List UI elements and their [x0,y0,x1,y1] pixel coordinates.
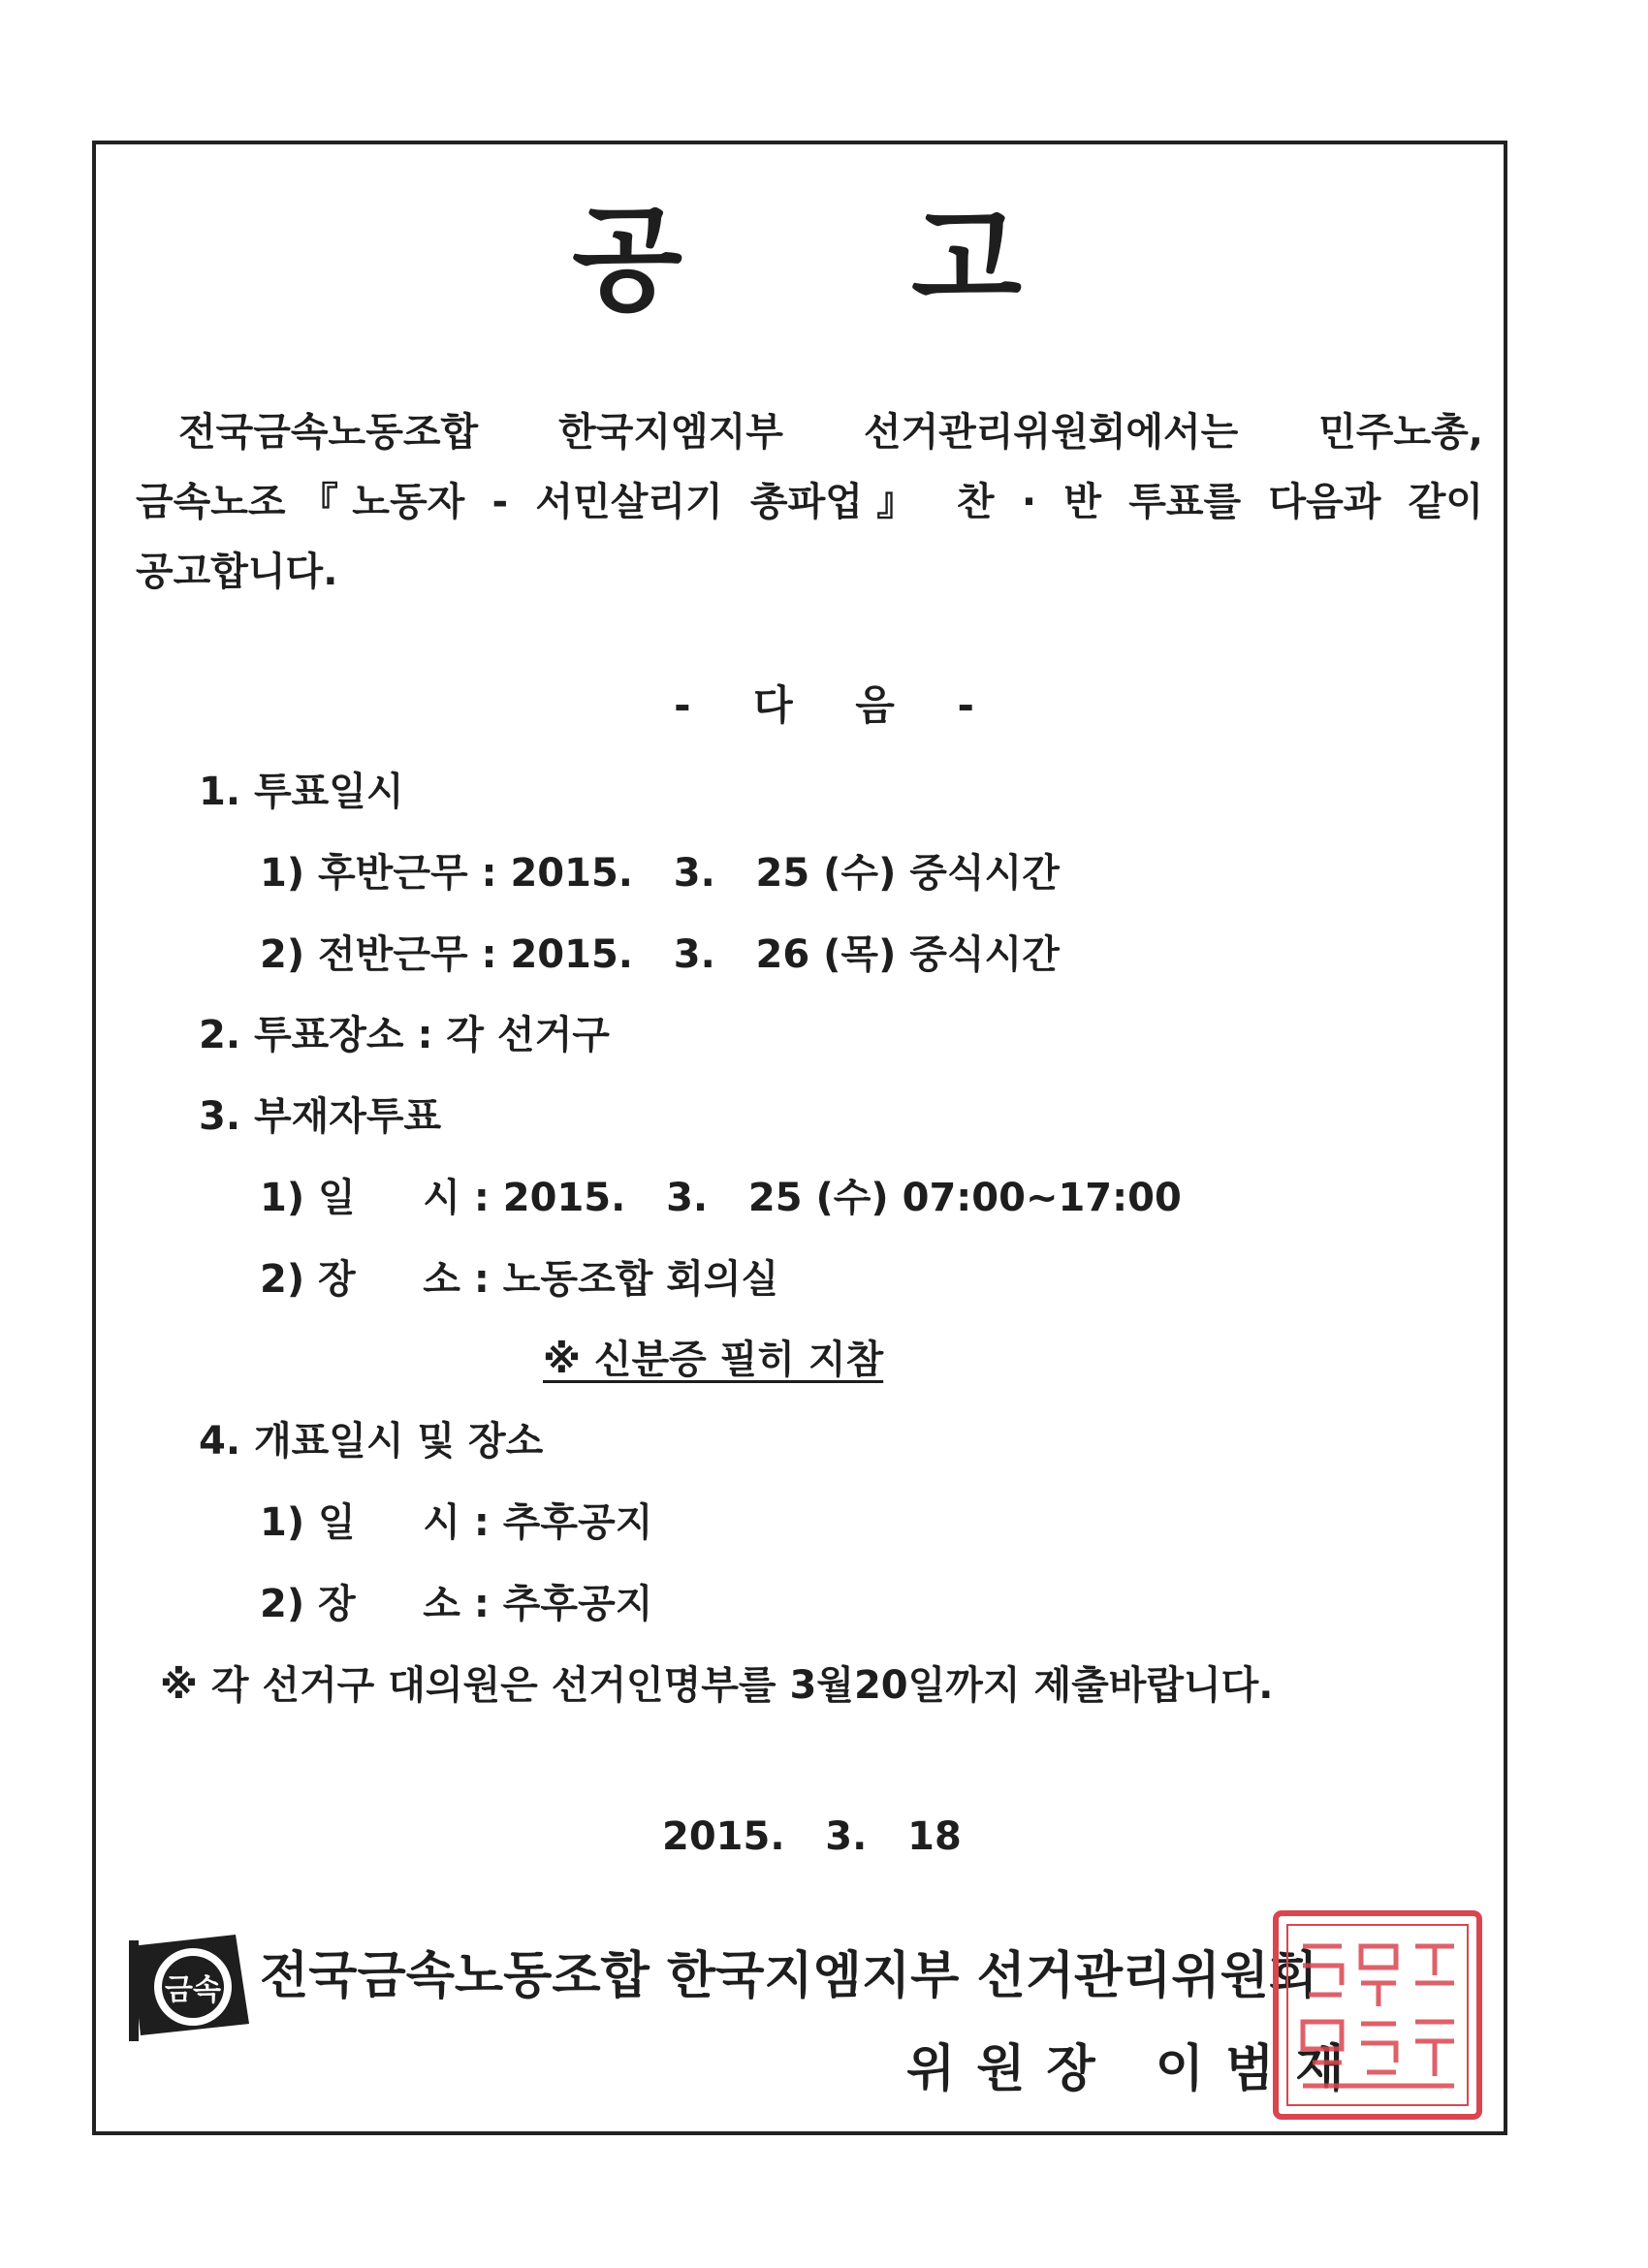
intro-line-1: 전국금속노동조합 한국지엠지부 선거관리위원회에서는 민주노총, [178,410,1483,455]
item-absentee-vote: 3. 부재자투표 [199,1094,442,1139]
delegate-notice: ※ 각 선거구 대의원은 선거인명부를 3월20일까지 제출바랍니다. [160,1663,1274,1708]
notice-date: 2015. 3. 18 [662,1814,962,1859]
title-char-1: 공 [572,193,684,327]
chairperson-name: 위원장 이범재 [906,2040,1366,2098]
union-logo-icon [121,1927,257,2048]
title-char-2: 고 [911,193,1024,327]
item-counting-place: 2) 장 소 : 추후공지 [260,1582,653,1626]
intro-line-3: 공고합니다. [136,550,338,594]
item-absentee-place: 2) 장 소 : 노동조합 회의실 [260,1257,779,1302]
intro-paragraph [136,397,1483,607]
intro-line-2: 금속노조『노동자 - 서민살리기 총파업』 찬 · 반 투표를 다음과 같이 [136,480,1483,524]
item-counting: 4. 개표일시 및 장소 [199,1419,544,1464]
item-absentee-datetime: 1) 일 시 : 2015. 3. 25 (수) 07:00~17:00 [260,1176,1182,1220]
item-early-shift: 2) 전반근무 : 2015. 3. 26 (목) 중식시간 [260,932,1060,977]
document-title [0,192,1551,328]
id-required-note: ※ 신분증 필히 지참 [543,1338,884,1382]
section-heading: - 다 음 - [674,681,974,729]
organization-name: 전국금속노동조합 한국지엠지부 선거관리위원회 [260,1947,1318,2005]
item-voting-place: 2. 투표장소 : 각 선거구 [199,1013,610,1057]
item-late-shift: 1) 후반근무 : 2015. 3. 25 (수) 중식시간 [260,851,1060,896]
item-voting-datetime: 1. 투표일시 [199,770,404,814]
item-counting-datetime: 1) 일 시 : 추후공지 [260,1500,653,1545]
official-seal-icon [1270,1907,1485,2123]
logo-text: 금속 [165,1973,221,2007]
